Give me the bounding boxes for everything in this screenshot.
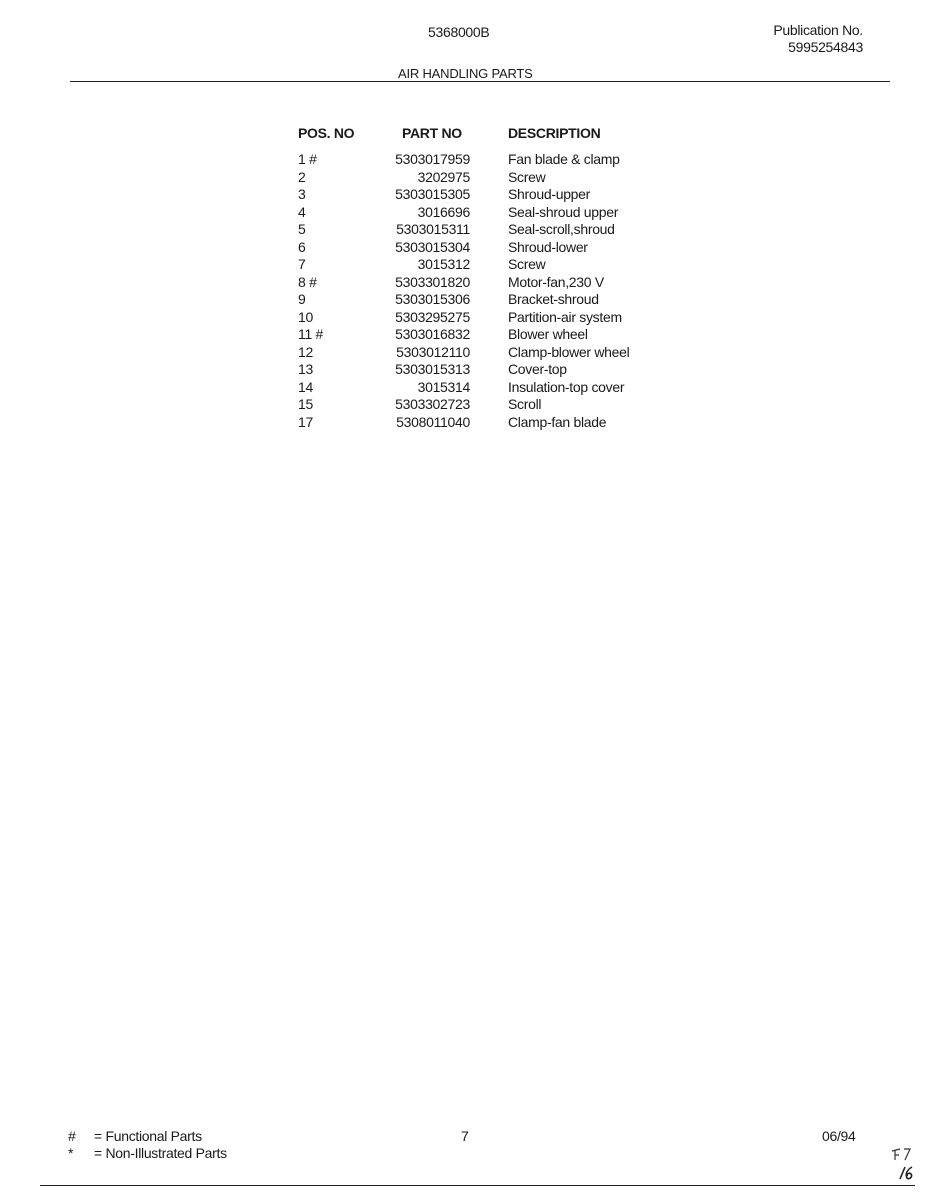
part-number-cell: 5303301820 [395, 273, 470, 290]
publication-block [773, 22, 863, 56]
part-description-cell: Clamp-blower wheel [508, 343, 630, 360]
part-pos-cell: 8 # [298, 273, 317, 290]
revision-date: 06/94 [822, 1128, 856, 1144]
legend-symbol: * [68, 1145, 74, 1161]
part-pos-cell: 11 # [298, 326, 324, 342]
table-row [298, 204, 708, 222]
part-pos-cell: 13 [298, 361, 313, 377]
part-pos-cell: 10 [298, 308, 313, 325]
part-number-cell: 3016696 [417, 203, 470, 220]
part-number-cell: 5303015304 [395, 238, 470, 255]
part-number-cell: 5303015305 [395, 186, 470, 202]
part-pos-cell: 17 [298, 413, 313, 430]
table-row [298, 326, 708, 344]
part-description-cell: Screw [508, 256, 546, 272]
legend-item-non-illustrated [68, 1145, 227, 1162]
part-description-cell: Bracket-shroud [508, 291, 599, 307]
part-description-cell: Partition-air system [508, 308, 622, 325]
table-row [298, 379, 708, 397]
legend-symbol: # [68, 1128, 76, 1144]
part-pos-cell: 15 [298, 396, 313, 412]
table-row [298, 221, 708, 239]
table-row [298, 239, 708, 257]
part-description-cell: Shroud-upper [508, 186, 591, 202]
parts-table-body [298, 151, 708, 431]
publication-label: Publication No. [773, 22, 863, 38]
part-number-cell: 5303302723 [395, 396, 470, 412]
table-row [298, 274, 708, 292]
part-pos-cell: 12 [298, 343, 313, 360]
part-number-cell: 3015314 [417, 378, 470, 395]
part-description-cell: Clamp-fan blade [508, 413, 607, 430]
part-number-cell: 5303015311 [396, 221, 470, 237]
publication-number: 5995254843 [788, 39, 863, 55]
model-number: 5368000B [428, 24, 490, 40]
part-pos-cell: 9 [298, 291, 306, 307]
footer-divider [40, 1185, 915, 1186]
parts-table [298, 124, 708, 431]
table-row [298, 396, 708, 414]
part-description-cell: Scroll [508, 396, 542, 412]
legend-item-functional [68, 1128, 227, 1145]
part-description-cell: Seal-scroll,shroud [508, 221, 615, 237]
part-pos-cell: 7 [298, 256, 306, 272]
part-number-cell: 5303015306 [395, 291, 470, 307]
part-number-cell: 3015312 [417, 256, 470, 272]
part-description-cell: Blower wheel [508, 326, 588, 342]
header-divider [70, 81, 890, 82]
section-title: AIR HANDLING PARTS [398, 66, 533, 81]
column-header-pos: POS. NO [298, 125, 355, 141]
part-number-cell: 5303012110 [396, 343, 470, 360]
part-number-cell: 5303016832 [395, 326, 470, 342]
page-number: 7 [461, 1128, 469, 1144]
part-number-cell: 5308011040 [396, 413, 470, 430]
column-header-description: DESCRIPTION [508, 125, 601, 141]
part-pos-cell: 2 [298, 168, 306, 185]
legend-text: = Functional Parts [94, 1128, 202, 1144]
table-row [298, 186, 708, 204]
part-pos-cell: 1 # [298, 151, 317, 167]
column-header-part: PART NO [402, 125, 462, 141]
table-row [298, 291, 708, 309]
legend [68, 1128, 227, 1162]
part-description-cell: Cover-top [508, 361, 567, 377]
part-number-cell: 5303295275 [395, 308, 470, 325]
table-header-row [298, 124, 708, 151]
part-description-cell: Seal-shroud upper [508, 203, 619, 220]
part-number-cell: 5303017959 [395, 151, 470, 167]
part-pos-cell: 14 [298, 378, 313, 395]
handwritten-note [886, 1143, 926, 1183]
part-pos-cell: 6 [298, 238, 306, 255]
part-description-cell: Fan blade & clamp [508, 151, 620, 167]
part-pos-cell: 4 [298, 203, 306, 220]
part-pos-cell: 5 [298, 221, 306, 237]
part-description-cell: Insulation-top cover [508, 378, 625, 395]
part-description-cell: Screw [508, 168, 546, 185]
part-description-cell: Shroud-lower [508, 238, 588, 255]
table-row [298, 414, 708, 432]
table-row [298, 309, 708, 327]
table-row [298, 169, 708, 187]
table-row [298, 361, 708, 379]
table-row [298, 151, 708, 169]
table-row [298, 256, 708, 274]
part-pos-cell: 3 [298, 186, 306, 202]
part-description-cell: Motor-fan,230 V [508, 273, 604, 290]
part-number-cell: 5303015313 [395, 361, 470, 377]
legend-text: = Non-Illustrated Parts [94, 1145, 227, 1161]
part-number-cell: 3202975 [417, 168, 470, 185]
table-row [298, 344, 708, 362]
